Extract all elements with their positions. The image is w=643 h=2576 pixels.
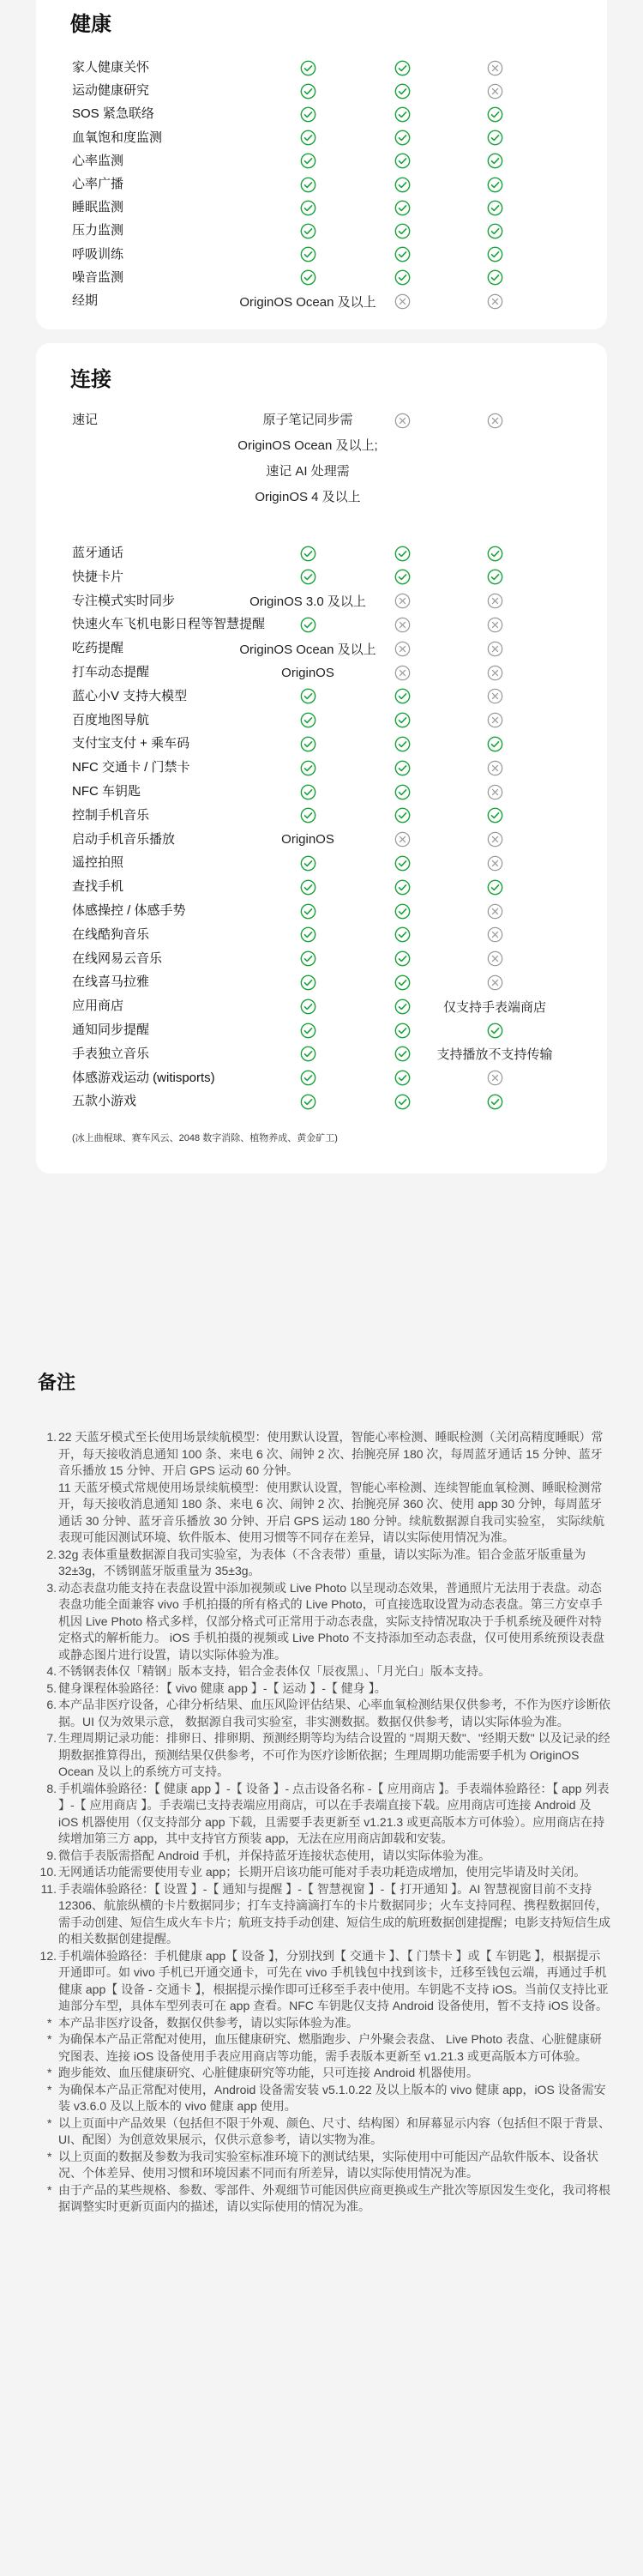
check-cell: [435, 803, 555, 829]
note-marker: *: [47, 2082, 52, 2096]
note-marker: 2.: [46, 1547, 57, 1561]
check-icon: [487, 1023, 503, 1039]
feature-label: 体感操控 / 体感手势: [72, 903, 186, 918]
note-item: [46, 1697, 610, 1730]
cross-icon: [487, 1070, 503, 1086]
feature-row: [36, 946, 607, 972]
check-icon: [487, 546, 503, 562]
note-marker: 7.: [46, 1731, 57, 1745]
check-icon: [394, 177, 411, 193]
note-item: [47, 2082, 610, 2115]
feature-row: [36, 684, 607, 709]
note-text: 本产品非医疗设备，数据仅供参考，请以实际体验为准。: [58, 2015, 358, 2030]
note-item: [47, 2149, 610, 2182]
check-icon: [394, 903, 411, 920]
check-icon: [394, 712, 411, 728]
check-icon: [300, 855, 316, 872]
check-icon: [300, 712, 316, 728]
cross-icon: [487, 293, 503, 310]
cross-icon: [487, 950, 503, 967]
note-text: 本产品非医疗设备，心律分析结果、血压风险评估结果、心率血氧检测结果仅供参考，不作为医疗诊断依据。UI 仅为效果示意， 数据源自我司实验室，非实测数据。数据仅供参考，请以实际体验为准。: [58, 1698, 610, 1728]
check-icon: [300, 617, 316, 633]
note-item: [46, 1848, 610, 1865]
connect-card: [36, 343, 607, 1173]
feature-row: [36, 78, 607, 104]
check-icon: [394, 736, 411, 752]
cross-icon: [487, 617, 503, 633]
feature-row: [36, 612, 607, 637]
note-text: 健身课程体验路径：【 vivo 健康 app 】-【 运动 】-【 健身 】。: [58, 1680, 387, 1695]
feature-row: [36, 172, 607, 197]
feature-row: [36, 588, 607, 614]
check-icon: [300, 784, 316, 800]
note-item: [47, 2065, 610, 2082]
feature-row: [36, 827, 607, 853]
cross-icon: [487, 413, 503, 429]
cross-cell: [435, 636, 555, 661]
note-text: 为确保本产品正常配对使用，血压健康研究、燃脂跑步、户外聚会表盘、 Live Photo 表盘、心脏健康研究图表、连接 iOS 设备使用手表应用商店等功能，需手表版本更新至 v1.21.3 或更高版本方可体验。: [58, 2032, 602, 2063]
note-text: 手机端体验路径：【 健康 app 】-【 设备 】- 点击设备名称 -【 应用商店 】。手表端体验路径：【 app 列表 】-【 应用商店 】。手表端已支持表端应用商店，可以在手表端直接下载。应用商店可连接 Android 及 iOS 机器使用（仅支持部分 app 下载，且需要手表更新至 v1.21.3 或更高版本方可体验）。应用商店在持续增加第三方 app，其中支持官方预装 app，无法在应用商店卸载和安装。: [58, 1781, 610, 1845]
note-text: 22 天蓝牙模式至长使用场景续航模型：使用默认设置，智能心率检测、睡眠检测（关闭高精度睡眠）常开，每天接收消息通知 100 条、来电 6 次、闹钟 2 次、抬腕亮屏 180 次，每周蓝牙通话 15 分钟、蓝牙音乐播放 15 分钟、开启 GPS 运动 60 分钟。: [58, 1430, 604, 1477]
feature-row: [36, 125, 607, 151]
feature-label: 支付宝支付 + 乘车码: [72, 736, 190, 751]
note-marker: 1.: [46, 1430, 57, 1444]
check-icon: [487, 736, 503, 752]
feature-row: [36, 148, 607, 174]
check-cell: [435, 242, 555, 268]
cross-icon: [487, 784, 503, 800]
feature-label: 蓝心小V 支持大模型: [72, 688, 188, 703]
check-icon: [394, 688, 411, 704]
check-icon: [300, 760, 316, 776]
feature-label: 吃药提醒: [72, 641, 124, 656]
check-icon: [394, 60, 411, 76]
connect-section-title: 连接: [70, 368, 111, 391]
feature-row: [36, 101, 607, 127]
cross-cell: [435, 288, 555, 314]
note-marker: 8.: [46, 1781, 57, 1795]
feature-row: [36, 55, 607, 81]
note-text: 以上页面中产品效果（包括但不限于外观、颜色、尺寸、结构图）和屏幕显示内容（包括但不限于背景、UI、配图）为创意效果展示，仅供示意参考，请以实物为准。: [58, 2115, 610, 2146]
feature-label: SOS 紧急联络: [72, 106, 154, 122]
note-item: [47, 2031, 610, 2065]
cross-icon: [487, 60, 503, 76]
note-text: 由于产品的某些规格、参数、零部件、外观细节可能因供应商更换或生产批次等原因发生变化，我司将根据调整实时更新页面内的描述，请以实际使用的情况为准。: [58, 2182, 610, 2213]
health-card: [36, 0, 607, 329]
feature-label: 通知同步提醒: [72, 1023, 150, 1037]
feature-label: 蓝牙通话: [72, 546, 124, 560]
cross-icon: [394, 641, 411, 657]
cross-cell: [435, 898, 555, 924]
notes-list: [39, 1429, 610, 2216]
cross-icon: [487, 926, 503, 943]
note-text: 生理周期记录功能：排卵日、排卵期、预测经期等均为结合设置的 "周期天数"、"经期天数" 以及记录的经期数据推算得出，预测结果仅供参考，不可作为医疗诊断依据；生理周期功能需要手机为 OriginOS Ocean 及以上的系统方可支持。: [58, 1731, 610, 1778]
cross-cell: [435, 55, 555, 81]
check-icon: [394, 1046, 411, 1062]
note-marker: 11.: [40, 1881, 57, 1896]
cross-icon: [487, 712, 503, 728]
note-text: 32g 表体重量数据源自我司实验室，为表体（不含表带）重量，请以实际为准。铝合金蓝牙版重量为 32±3g，不锈钢蓝牙版重量为 35±3g。: [58, 1547, 586, 1578]
check-icon: [394, 200, 411, 216]
feature-row: [36, 1017, 607, 1043]
note-text: 微信手表版需搭配 Android 手机，并保持蓝牙连接状态使用，请以实际体验为准。: [58, 1848, 491, 1862]
check-icon: [394, 855, 411, 872]
feature-row: [36, 898, 607, 924]
cross-cell: [435, 850, 555, 876]
check-icon: [487, 130, 503, 146]
check-icon: [487, 246, 503, 262]
note-marker: 10.: [39, 1865, 57, 1879]
cross-cell: [435, 588, 555, 614]
cross-icon: [487, 665, 503, 681]
note-marker: 5.: [46, 1680, 57, 1695]
cross-cell: [435, 755, 555, 781]
health-section-title: 健康: [70, 13, 111, 36]
note-text: 以上页面的数据及参数为我司实验室标准环境下的测试结果，实际使用中可能因产品软件版本、设备状况、个体差异、使用习惯和环境因素不同而有所差异，请以实际使用情况为准。: [58, 2149, 598, 2180]
check-cell: [435, 564, 555, 590]
note-item: [46, 1730, 610, 1781]
feature-label: 百度地图导航: [72, 712, 150, 727]
check-icon: [300, 998, 316, 1015]
check-icon: [300, 974, 316, 991]
cross-icon: [394, 413, 411, 429]
feature-row: [36, 850, 607, 876]
cross-cell: [435, 708, 555, 733]
check-icon: [394, 546, 411, 562]
feature-label: 速记: [72, 413, 99, 427]
note-item: [46, 1680, 610, 1698]
check-icon: [300, 1023, 316, 1039]
check-icon: [394, 246, 411, 262]
feature-row: [36, 564, 607, 590]
check-icon: [394, 1070, 411, 1086]
feature-label: 应用商店: [72, 998, 124, 1014]
feature-row: [36, 218, 607, 244]
cross-cell: [435, 827, 555, 853]
check-icon: [394, 950, 411, 967]
check-icon: [487, 1094, 503, 1110]
check-icon: [300, 903, 316, 920]
note-text: 为确保本产品正常配对使用，Android 设备需安装 v5.1.0.22 及以上版本的 vivo 健康 app，iOS 设备需安装 v3.6.0 及以上版本的 vivo 健康 app 使用。: [58, 2082, 606, 2113]
check-icon: [394, 223, 411, 239]
check-icon: [300, 130, 316, 146]
feature-label: 控制手机音乐: [72, 807, 150, 823]
feature-row: [36, 803, 607, 829]
check-icon: [487, 879, 503, 896]
check-icon: [300, 926, 316, 943]
feature-label: 家人健康关怀: [72, 60, 150, 75]
cross-cell: [435, 612, 555, 637]
feature-label: 启动手机音乐播放: [72, 831, 176, 847]
feature-label: 体感游戏运动 (witisports): [72, 1070, 215, 1085]
check-icon: [300, 546, 316, 562]
note-marker: 9.: [46, 1848, 57, 1862]
check-icon: [394, 1094, 411, 1110]
feature-row: [36, 779, 607, 805]
note-marker: 12.: [39, 1948, 57, 1963]
note-text: 不锈钢表体仅「精钢」版本支持，铝合金表体仅「辰夜黑」、「月光白」版本支持。: [58, 1664, 490, 1678]
requirement-label: 支持播放不支持传输: [436, 1047, 553, 1063]
feature-row: [36, 922, 607, 948]
check-cell: [435, 265, 555, 291]
check-icon: [394, 83, 411, 100]
cross-icon: [394, 593, 411, 609]
feature-row: [36, 1041, 607, 1067]
feature-row: [36, 1065, 607, 1091]
requirement-label: OriginOS Ocean 及以上: [239, 294, 376, 310]
check-icon: [487, 177, 503, 193]
check-icon: [300, 569, 316, 585]
check-cell: [435, 1089, 555, 1114]
check-icon: [300, 688, 316, 704]
cross-icon: [394, 831, 411, 848]
cross-cell: [435, 684, 555, 709]
feature-label: 经期: [72, 293, 99, 308]
cross-cell: [435, 407, 555, 433]
note-text: 无网通话功能需要使用专业 app；长期开启该功能可能对手表功耗造成增加，使用完毕请及时关闭。: [58, 1865, 586, 1879]
check-icon: [394, 879, 411, 896]
feature-row: [36, 540, 607, 566]
check-icon: [300, 950, 316, 967]
feature-label: 心率监测: [72, 153, 124, 168]
speech-status-row: [36, 407, 607, 433]
feature-label: NFC 交通卡 / 门禁卡: [72, 760, 190, 775]
feature-row: [36, 265, 607, 291]
check-icon: [394, 569, 411, 585]
check-icon: [394, 926, 411, 943]
check-icon: [394, 153, 411, 169]
note-item: [58, 1480, 610, 1547]
check-icon: [487, 569, 503, 585]
cross-cell: [435, 946, 555, 972]
note-marker: *: [47, 2032, 52, 2046]
note-text: 11 天蓝牙模式常规使用场景续航模型：使用默认设置，智能心率检测、连续智能血氧检测、睡眠检测常开，每天接收消息通知 180 条、来电 6 次、闹钟 2 次、抬腕亮屏 360 次、使用 app 30 分钟，每周蓝牙通话 30 分钟、蓝牙音乐播放 30 分钟、开启 GPS 运动 180 分钟。续航数据源自我司实验室， 实际续航表现可能因测试环境、软件版本、使用习惯等不同存在差异，请以实际使用情况为准。: [58, 1480, 605, 1544]
check-cell: [435, 540, 555, 566]
speech-req-line: 原子笔记同步需: [262, 413, 353, 427]
mini-games-footnote: (冰上曲棍球、赛车风云、2048 数字消除、植物养成、黄金矿工): [72, 1133, 338, 1143]
cross-cell: [435, 78, 555, 104]
cross-icon: [394, 665, 411, 681]
note-item: [47, 2115, 610, 2149]
speech-req-line: OriginOS 4 及以上: [255, 490, 361, 504]
check-icon: [394, 106, 411, 123]
note-item: [39, 1948, 610, 2015]
cross-icon: [487, 974, 503, 991]
check-icon: [394, 1023, 411, 1039]
check-icon: [300, 153, 316, 169]
feature-label: 睡眠监测: [72, 200, 124, 215]
cross-icon: [487, 641, 503, 657]
check-cell: [435, 125, 555, 151]
speech-req-line: 速记 AI 处理需: [266, 464, 350, 479]
requirement-label: OriginOS: [281, 832, 334, 848]
requirement-label: OriginOS Ocean 及以上: [239, 642, 376, 657]
feature-row: [36, 993, 607, 1019]
feature-label: 在线网易云音乐: [72, 950, 163, 966]
note-item: [46, 1580, 610, 1664]
check-cell: [435, 1017, 555, 1043]
feature-label: 运动健康研究: [72, 83, 150, 99]
check-icon: [300, 807, 316, 823]
check-icon: [487, 223, 503, 239]
check-icon: [394, 974, 411, 991]
check-icon: [300, 83, 316, 100]
speech-req-line: OriginOS Ocean 及以上;: [237, 438, 378, 453]
note-text: 动态表盘功能支持在表盘设置中添加视频或 Live Photo 以呈现动态效果，普通照片无法用于表盘。动态表盘功能全面兼容 vivo 手机拍摄的所有格式的 Live Photo，可直接选取设置为动态表盘。第三方安卓手机因 Live Photo 格式多样，仅部分格式可正常用于动态表盘，实际支持情况取决于手机系统及硬件对特定格式的解析能力。 iOS 手机拍摄的视频或 Live Photo 不支持添加至动态表盘，仅可使用系统预设表盘或静态图片进行设置，请以实际体验为准。: [58, 1580, 605, 1662]
cross-icon: [487, 760, 503, 776]
cross-cell: [435, 660, 555, 685]
feature-label: 打车动态提醒: [72, 665, 150, 679]
cross-icon: [487, 903, 503, 920]
feature-label: 五款小游戏: [72, 1094, 137, 1109]
feature-label: 查找手机: [72, 879, 124, 895]
note-item: [47, 2182, 610, 2216]
note-marker: *: [47, 2149, 52, 2163]
note-marker: *: [47, 2015, 52, 2030]
cross-icon: [487, 688, 503, 704]
check-icon: [300, 223, 316, 239]
check-icon: [300, 200, 316, 216]
requirement-label: OriginOS: [281, 665, 334, 680]
feature-label: 血氧饱和度监测: [72, 130, 163, 145]
check-cell: [435, 148, 555, 174]
cross-cell: [435, 922, 555, 948]
check-icon: [394, 807, 411, 823]
notes-title: 备注: [38, 1372, 76, 1393]
note-item: [47, 2015, 610, 2032]
check-icon: [487, 200, 503, 216]
feature-row: [36, 288, 607, 314]
feature-row: [36, 874, 607, 900]
check-cell: [435, 195, 555, 220]
feature-row: [36, 708, 607, 733]
cross-icon: [487, 593, 503, 609]
feature-label: 快捷卡片: [72, 569, 124, 584]
check-cell: [435, 874, 555, 900]
note-text: 手机端体验路径：手机健康 app【 设备 】，分别找到【 交通卡 】、【 门禁卡 】或【 车钥匙 】，根据提示开通即可。如 vivo 手机已开通交通卡，可先在 vivo 手机钱包中找到该卡，迁移至钱包云端，再通过手机健康 app【 设备 - 交通卡 】，根据提示操作即可迁移至手表中使用。车钥匙不支持 iOS。当前仅支持比亚迪部分车型，具体车型列表可在 app 查看。NFC 车钥匙仅支持 Android 设备使用，暂不支持 iOS 设备。: [58, 1948, 609, 2012]
note-item: [46, 1429, 610, 1480]
feature-row: [36, 731, 607, 757]
check-icon: [300, 60, 316, 76]
feature-label: 手表独立音乐: [72, 1046, 150, 1061]
note-marker: 6.: [46, 1698, 57, 1711]
check-cell: [435, 101, 555, 127]
cross-icon: [487, 83, 503, 100]
check-icon: [300, 879, 316, 896]
cross-icon: [394, 617, 411, 633]
feature-label: 噪音监测: [72, 269, 124, 285]
feature-row: [36, 242, 607, 268]
check-icon: [300, 736, 316, 752]
note-text: 手表端体验路径：【 设置 】-【 通知与提醒 】-【 智慧视窗 】-【 打开通知 】。AI 智慧视窗目前不支持 12306、航旅纵横的卡片数据同步；打车支持滴滴打车的卡片数据同步；火车支持同程、携程数据回传，需手动创建、短信生成火车卡片；航班支持手动创建、短信生成的航班数据创建提醒；电影支持短信生成的相关数据创建提醒。: [58, 1881, 610, 1946]
check-icon: [300, 106, 316, 123]
check-icon: [394, 998, 411, 1015]
note-marker: 4.: [46, 1664, 57, 1678]
feature-row: [36, 660, 607, 685]
requirement-label: 仅支持手表端商店: [442, 999, 546, 1015]
feature-label: 在线喜马拉雅: [72, 974, 150, 990]
check-icon: [394, 784, 411, 800]
feature-label: 快速火车飞机电影日程等智慧提醒: [72, 617, 266, 632]
feature-label: NFC 车钥匙: [72, 784, 141, 799]
check-cell: [435, 172, 555, 197]
feature-label: 遥控拍照: [72, 855, 124, 871]
check-icon: [487, 106, 503, 123]
cross-cell: [435, 779, 555, 805]
note-item: [40, 1881, 610, 1948]
requirement-text: [435, 993, 555, 1019]
check-icon: [300, 177, 316, 193]
check-icon: [487, 153, 503, 169]
feature-label: 呼吸训练: [72, 246, 124, 262]
note-item: [46, 1663, 610, 1680]
cross-icon: [394, 293, 411, 310]
note-marker: 3.: [46, 1580, 57, 1595]
feature-row: [36, 195, 607, 220]
check-icon: [300, 1070, 316, 1086]
check-icon: [487, 269, 503, 286]
check-icon: [394, 269, 411, 286]
cross-icon: [487, 855, 503, 872]
feature-label: 在线酷狗音乐: [72, 926, 150, 942]
note-marker: *: [47, 2066, 52, 2079]
check-cell: [435, 731, 555, 757]
cross-icon: [487, 831, 503, 848]
note-text: 跑步能效、血压健康研究、心脏健康研究等功能，只可连接 Android 机器使用。: [58, 2066, 479, 2079]
check-icon: [487, 807, 503, 823]
feature-row: [36, 755, 607, 781]
feature-row: [36, 636, 607, 661]
check-icon: [300, 269, 316, 286]
check-icon: [300, 1046, 316, 1062]
check-icon: [394, 130, 411, 146]
note-item: [46, 1547, 610, 1580]
note-item: [39, 1864, 610, 1881]
check-cell: [435, 218, 555, 244]
feature-label: 压力监测: [72, 223, 124, 238]
note-marker: *: [47, 2182, 52, 2197]
note-marker: *: [47, 2115, 52, 2130]
feature-row: [36, 1089, 607, 1114]
feature-label: 专注模式实时同步: [72, 593, 176, 608]
feature-row: [36, 969, 607, 995]
feature-label: 心率广播: [72, 177, 124, 191]
requirement-text: [435, 1041, 555, 1067]
cross-cell: [435, 1065, 555, 1091]
check-icon: [300, 1094, 316, 1110]
check-icon: [394, 760, 411, 776]
cross-cell: [435, 969, 555, 995]
note-item: [46, 1781, 610, 1848]
check-icon: [300, 246, 316, 262]
requirement-label: OriginOS 3.0 及以上: [249, 594, 366, 610]
